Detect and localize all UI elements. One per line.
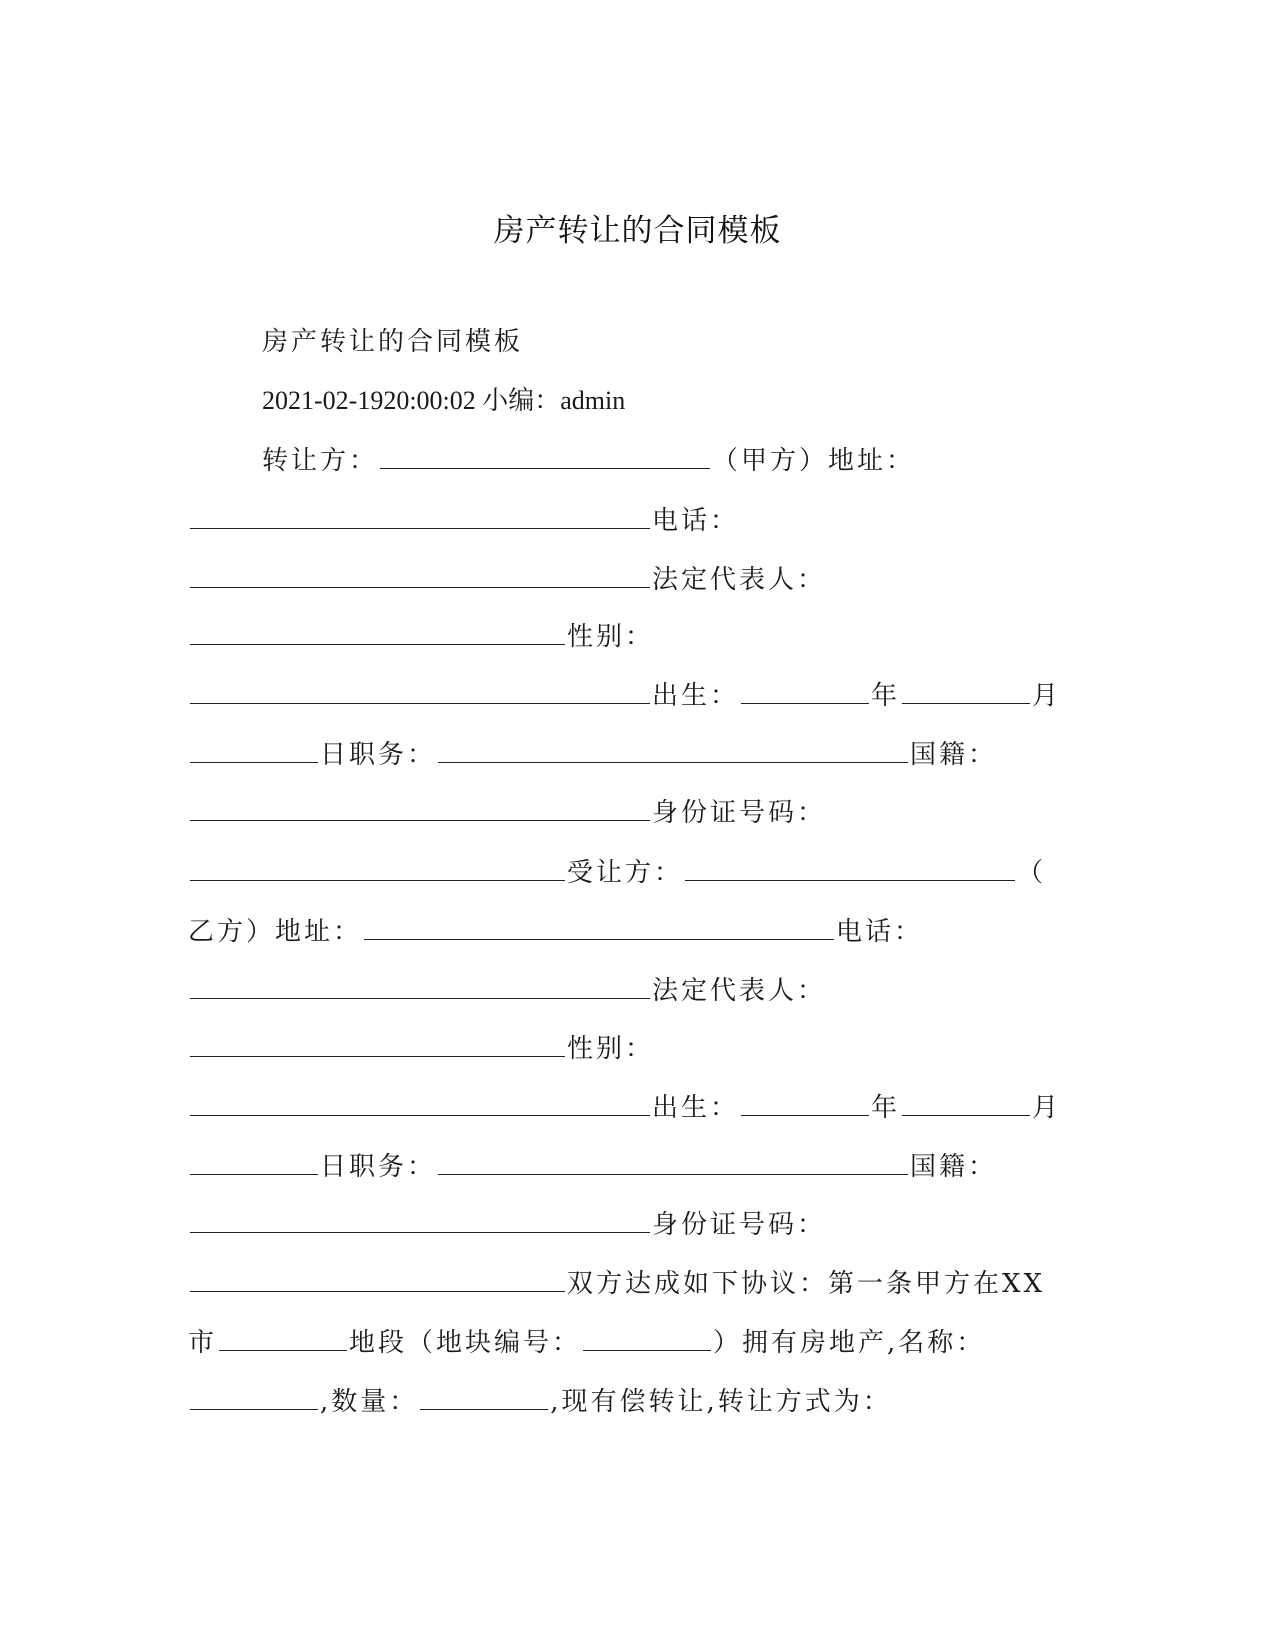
fill-in-blank (219, 1322, 347, 1351)
line-text: ,现有偿转让,转让方式为： (550, 1387, 892, 1417)
fill-in-blank (438, 734, 908, 763)
fill-in-blank (685, 852, 1015, 881)
line-text: 年 (871, 1093, 901, 1123)
fill-in-blank (420, 1381, 548, 1410)
fill-in-blank (190, 675, 650, 704)
line-text: 身份证号码： (652, 798, 827, 828)
line-text: 法定代表人： (652, 565, 827, 595)
fill-in-blank (190, 734, 318, 763)
line-text: （甲方）地址： (712, 446, 916, 476)
document-line (188, 1028, 1088, 1068)
fill-in-blank (190, 559, 650, 588)
document-line (188, 1146, 1088, 1186)
document-line (188, 911, 1088, 951)
line-text: 年 (871, 681, 901, 711)
document-line (188, 616, 1088, 656)
fill-in-blank (190, 1146, 318, 1175)
fill-in-blank (741, 1087, 869, 1116)
fill-in-blank (583, 1322, 711, 1351)
fill-in-blank (364, 911, 834, 940)
fill-in-blank (190, 500, 650, 529)
line-text: ,数量： (320, 1387, 419, 1417)
fill-in-blank (190, 852, 565, 881)
line-text: 性别： (567, 1034, 655, 1064)
document-title: 房产转让的合同模板 (493, 213, 782, 249)
document-line (188, 500, 1088, 540)
line-text: 日职务： (320, 740, 437, 770)
fill-in-blank (438, 1146, 908, 1175)
line-text: ）拥有房地产,名称： (713, 1328, 986, 1358)
line-text: 双方达成如下协议：第一条甲方在XX (567, 1269, 1046, 1299)
line-text: 月 (1032, 1093, 1062, 1123)
fill-in-blank (190, 616, 565, 645)
line-text: 国籍： (910, 740, 998, 770)
document-line (188, 970, 1088, 1010)
fill-in-blank (190, 1381, 318, 1410)
fill-in-blank (190, 970, 650, 999)
document-line (188, 559, 1088, 599)
line-text: 电话： (652, 506, 740, 536)
line-text: 日职务： (320, 1152, 437, 1182)
line-text: 性别： (567, 622, 655, 652)
line-text: 电话： (836, 917, 924, 947)
line-text: 2021-02-1920:00:02 小编：admin (262, 386, 626, 415)
line-text: 受让方： (567, 858, 684, 888)
line-text: 市 (188, 1328, 218, 1358)
document-line (188, 1263, 1088, 1303)
fill-in-blank (902, 1087, 1030, 1116)
fill-in-blank (190, 1204, 650, 1233)
line-text: 出生： (652, 681, 740, 711)
line-text: 房产转让的合同模板 (262, 327, 524, 357)
line-text: 出生： (652, 1093, 740, 1123)
line-text: （ (1017, 858, 1047, 888)
document-line (262, 440, 1162, 480)
document-line (188, 675, 1088, 715)
line-text: 月 (1032, 681, 1062, 711)
line-text: 法定代表人： (652, 976, 827, 1006)
document-line (188, 852, 1088, 892)
document-line (188, 1322, 1088, 1362)
fill-in-blank (741, 675, 869, 704)
line-text: 地段（地块编号： (349, 1328, 582, 1358)
line-text: 身份证号码： (652, 1210, 827, 1240)
line-text: 转让方： (262, 446, 379, 476)
document-line (188, 792, 1088, 832)
document-line (188, 1087, 1088, 1127)
document-line (188, 1381, 1088, 1421)
line-text: 乙方）地址： (188, 917, 363, 947)
fill-in-blank (190, 1028, 565, 1057)
fill-in-blank (902, 675, 1030, 704)
document-line (262, 381, 1162, 421)
fill-in-blank (190, 1087, 650, 1116)
fill-in-blank (190, 792, 650, 821)
line-text: 国籍： (910, 1152, 998, 1182)
document-line (262, 322, 1162, 362)
document-line (188, 1204, 1088, 1244)
document-line (188, 734, 1088, 774)
fill-in-blank (190, 1263, 565, 1292)
fill-in-blank (380, 440, 710, 469)
